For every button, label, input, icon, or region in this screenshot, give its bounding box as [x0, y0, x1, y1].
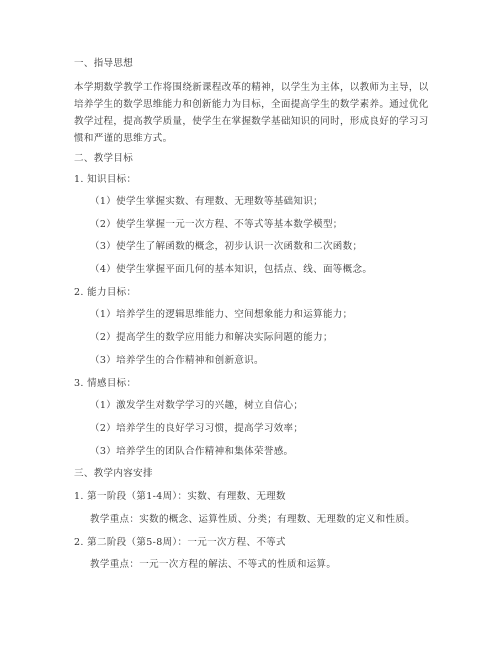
paragraph-line: 培养学生的数学思维能力和创新能力为目标，全面提高学生的数学素养。通过优化: [74, 99, 429, 110]
section-heading-guiding: 一、指导思想: [74, 58, 134, 69]
stage-focus: 教学重点：一元一次方程的解法、不等式的性质和运算。: [90, 559, 337, 570]
list-item: （2）提高学生的数学应用能力和解决实际问题的能力；: [90, 332, 333, 343]
section-heading-goals: 二、教学目标: [74, 153, 134, 164]
paragraph-line: 惯和严谨的思维方式。: [74, 133, 173, 144]
list-item: （2）使学生掌握一元一次方程、不等式等基本数学模型；: [90, 219, 343, 230]
list-item: （1）使学生掌握实数、有理数、无理数等基础知识；: [90, 196, 323, 207]
subsection-title-ability: 2. 能力目标：: [74, 287, 137, 298]
list-item: （3）使学生了解函数的概念，初步认识一次函数和二次函数；: [90, 241, 363, 252]
subsection-title-emotion: 3. 情感目标：: [74, 378, 137, 389]
subsection-title-knowledge: 1. 知识目标：: [74, 174, 137, 185]
list-item: （3）培养学生的团队合作精神和集体荣誉感。: [90, 446, 294, 457]
paragraph-line: 教学过程，提高教学质量，使学生在掌握数学基础知识的同时，形成良好的学习习: [74, 116, 429, 127]
list-item: （4）使学生掌握平面几何的基本知识，包括点、线、面等概念。: [90, 264, 373, 275]
list-item: （1）培养学生的逻辑思维能力、空间想象能力和运算能力；: [90, 309, 353, 320]
stage-title: 2. 第二阶段（第5-8周）：一元一次方程、不等式: [74, 537, 286, 548]
stage-title: 1. 第一阶段（第1-4周）：实数、有理数、无理数: [74, 491, 286, 502]
paragraph-line: 本学期数学教学工作将围绕新课程改革的精神，以学生为主体，以教师为主导，以: [74, 82, 429, 93]
section-heading-content: 三、教学内容安排: [74, 468, 153, 479]
list-item: （3）培养学生的合作精神和创新意识。: [90, 355, 264, 366]
list-item: （1）激发学生对数学学习的兴趣，树立自信心；: [90, 400, 304, 411]
stage-focus: 教学重点：实数的概念、运算性质、分类；有理数、无理数的定义和性质。: [90, 514, 416, 525]
list-item: （2）培养学生的良好学习习惯，提高学习效率；: [90, 423, 304, 434]
